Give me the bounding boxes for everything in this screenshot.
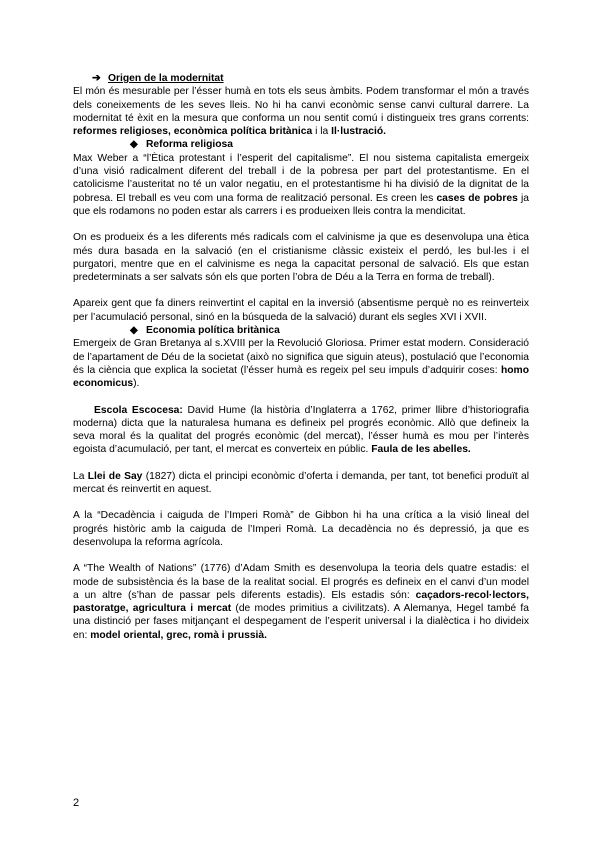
paragraph-gran-bretanya: Emergeix de Gran Bretanya al s.XVIII per la Revolució Gloriosa. Primer estat modern. Consideració de l’apartament de Déu de la societat (això no significa que siguin ateus), postulació que l’economia és la ciència que explica la societat (l’ésser humà es regeix pel seu impuls d’adquirir coses: homo economicus). xyxy=(73,338,529,390)
paragraph-adam-smith: A “The Wealth of Nations” (1776) d’Adam Smith es desenvolupa la teoria dels quatre estadis: el mode de subsistència és la base de la realitat social. El progrés es defineix en el canvi d’un model a un altre (s’han de passar pels diferents estadis). Els estadis són: caçadors-recol·lectors, pastoratge, agricultura i mercat (de modes primitius a civilitzats). A Alemanya, Hegel també fa una distinció per fases mitjançant el despegament de l’esperit universal i la dialèctica i ho divideix en: model oriental, grec, romà i prussià. xyxy=(73,563,530,641)
arrow-right-icon: ➔ xyxy=(92,73,101,84)
paragraph-diners: Apareix gent que fa diners reinvertint el capital en la inversió (absentisme perquè no es reinverteix per l’acumulació personal, sinó en la búsqueda de la salvació) durant els segles XVI i XVII. xyxy=(73,298,529,323)
section-title: Reforma religiosa xyxy=(146,139,233,151)
paragraph-weber: Max Weber a “l’Ètica protestant i l’esperit del capitalisme”. El nou sistema capitalista emergeix d’una visió radicalment diferent del treball i de la pobresa per part del protestantisme. En el catolicisme l’austeritat no té un valor negatiu, en el protestantisme hi ha divisió de la dignitat de la pobresa. El treball es veu com una forma de realització personal. Es creen les cases de pobres ja que els rodamons no poden estar als carrers i es produeixen lleis contra la mendicitat. xyxy=(73,152,529,217)
paragraph-intro: El món és mesurable per l’ésser humà en tots els seus àmbits. Podem transformar el món a través dels coneixements de les seves lleis. No hi ha canvi econòmic sense canvi cultural darrere. La modernitat té èxit en la mesura que conforma un nou sentit comú i distingueix tres grans corrents: reformes religioses, econòmica política britànica i la Il·lustració. xyxy=(73,86,529,138)
section-heading-economia xyxy=(73,324,529,337)
document-page xyxy=(73,72,529,642)
diamond-bullet-icon: ◆ xyxy=(130,325,138,337)
section-heading-origen xyxy=(73,72,529,85)
paragraph-llei-say: La Llei de Say (1827) dicta el principi econòmic d’oferta i demanda, per tant, tot benefici produït al mercat és reinvertit en aquest. xyxy=(73,470,529,496)
section-title: Economia política britànica xyxy=(146,325,280,337)
diamond-bullet-icon: ◆ xyxy=(130,139,138,151)
page-number: 2 xyxy=(73,797,80,809)
section-heading-reforma xyxy=(73,138,529,151)
paragraph-calvinisme: On es produeix és a les diferents més radicals com el calvinisme ja que es desenvolupa una ètica més dura basada en la salvació (en el cristianisme clàssic existeix el perdó, les bul·les i el purgatori, mentre que en el calvinisme es nega la capacitat personal de salvació. Els que estan predeterminats a ser salvats són els que porten l’obra de Déu a la Terra en forma de treball). xyxy=(73,232,529,284)
section-title: Origen de la modernitat xyxy=(108,73,224,84)
paragraph-gibbon: A la “Decadència i caiguda de l’Imperi Romà” de Gibbon hi ha una crítica a la visió lineal del progrés històric amb la caiguda de l’Imperi Romà. La decadència no és depressió, ja que es desenvolupa la reforma agrícola. xyxy=(73,510,529,548)
paragraph-escola-escocesa: Escola Escocesa: David Hume (la història d’Inglaterra a 1762, primer llibre d’historiografia moderna) dicta que la naturalesa humana es defineix pel progrés econòmic. Allò que defineix la seva moral és la qualitat del progrés econòmic (del mercat), l’ésser humà es mou per l’interès egoista d’acumulació, per tant, el mercat es converteix en públic. Faula de les abelles. xyxy=(73,404,529,456)
